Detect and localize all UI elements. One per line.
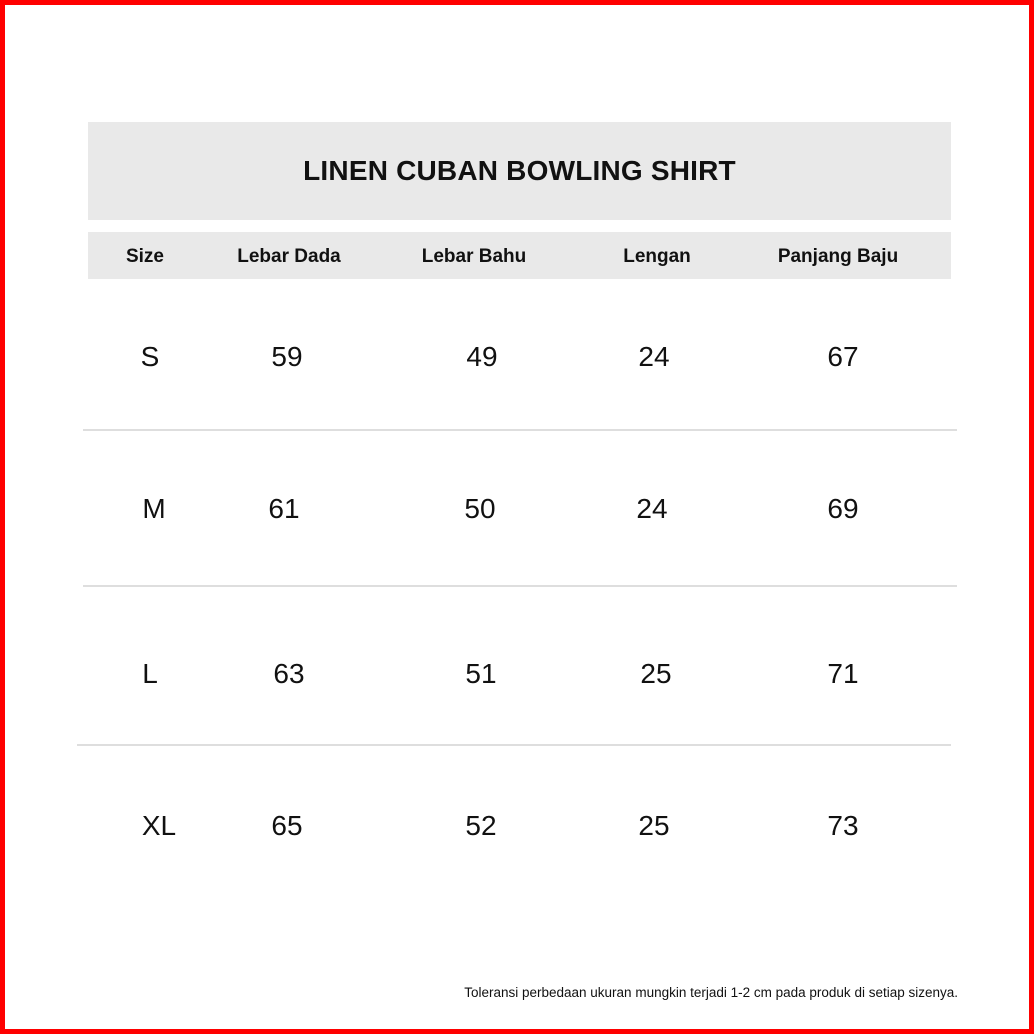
- cell-size: M: [142, 493, 166, 524]
- cell-lengan: 25: [640, 658, 672, 689]
- header-panjang-baju: Panjang Baju: [777, 246, 899, 267]
- cell-lebar-bahu: 50: [464, 493, 496, 524]
- cell-panjang-baju: 67: [827, 341, 859, 372]
- chart-title: LINEN CUBAN BOWLING SHIRT: [303, 155, 736, 186]
- cell-lebar-bahu: 49: [466, 341, 498, 372]
- tolerance-note: Toleransi perbedaan ukuran mungkin terjadi 1-2 cm pada produk di setiap sizenya.: [464, 985, 958, 1000]
- header-size: Size: [125, 246, 165, 267]
- header-lengan: Lengan: [623, 246, 691, 267]
- cell-lengan: 24: [638, 341, 670, 372]
- cell-lengan: 24: [636, 493, 668, 524]
- header-lebar-bahu: Lebar Bahu: [421, 246, 527, 267]
- cell-lebar-bahu: 52: [465, 810, 497, 841]
- cell-size: L: [142, 658, 158, 689]
- cell-lebar-dada: 65: [271, 810, 303, 841]
- cell-panjang-baju: 73: [827, 810, 859, 841]
- cell-lebar-bahu: 51: [465, 658, 497, 689]
- cell-lebar-dada: 63: [273, 658, 305, 689]
- cell-size: XL: [141, 810, 177, 841]
- cell-lebar-dada: 59: [271, 341, 303, 372]
- cell-panjang-baju: 69: [827, 493, 859, 524]
- cell-size: S: [140, 341, 160, 372]
- row-divider: [83, 429, 957, 431]
- title-band: [88, 122, 951, 220]
- cell-lengan: 25: [638, 810, 670, 841]
- header-lebar-dada: Lebar Dada: [237, 246, 341, 267]
- cell-panjang-baju: 71: [827, 658, 859, 689]
- row-divider: [77, 744, 951, 746]
- cell-lebar-dada: 61: [268, 493, 300, 524]
- table-header: [88, 232, 951, 279]
- row-divider: [83, 585, 957, 587]
